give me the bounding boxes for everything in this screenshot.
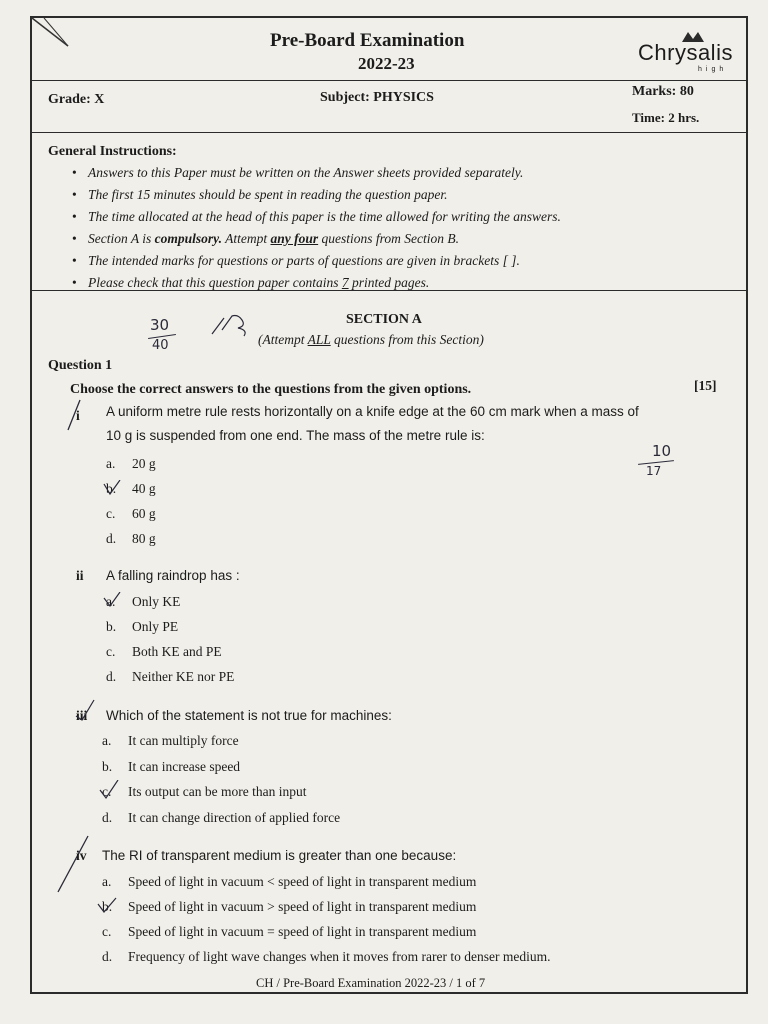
answer-tick-icon xyxy=(102,592,122,610)
page-footer: CH / Pre-Board Examination 2022-23 / 1 of 7 xyxy=(256,976,486,990)
option-b: b. It can increase speed xyxy=(102,759,241,774)
question-marks: [15] xyxy=(694,378,717,393)
subject-label: Subject: PHYSICS xyxy=(320,90,434,105)
instructions-divider xyxy=(32,290,746,291)
handwritten-scribble xyxy=(208,312,254,338)
option-b: b. 40 g xyxy=(106,481,156,496)
item-text: A falling raindrop has : xyxy=(106,568,240,583)
item-number: iii xyxy=(76,708,88,723)
instruction-item: • The time allocated at the head of this paper is the time allowed for writing the answers. xyxy=(72,206,561,228)
grade-label: Grade: X xyxy=(48,92,105,107)
item-text: Which of the statement is not true for machines: xyxy=(106,708,392,723)
instructions-heading: General Instructions: xyxy=(48,144,177,159)
exam-title: Pre-Board Examination xyxy=(270,30,465,51)
instruction-item: • The intended marks for questions or parts of questions are given in brackets [ ]. xyxy=(72,250,561,272)
info-divider xyxy=(32,132,746,133)
option-d: d. Frequency of light wave changes when it moves from rarer to denser medium. xyxy=(102,949,551,964)
school-logo xyxy=(638,30,738,76)
option-c: c. 60 g xyxy=(106,506,156,521)
option-a: a. Only KE xyxy=(106,594,181,609)
time-label: Time: 2 hrs. xyxy=(632,110,700,125)
instruction-item: • Answers to this Paper must be written on the Answer sheets provided separately. xyxy=(72,162,561,184)
instructions-list xyxy=(72,162,561,294)
item-text: The RI of transparent medium is greater than one because: xyxy=(102,848,457,863)
header-divider xyxy=(32,80,746,81)
option-d: d. It can change direction of applied force xyxy=(102,810,341,825)
option-c: c. Both KE and PE xyxy=(106,644,222,659)
exam-year: 2022-23 xyxy=(358,54,415,73)
instruction-item: • Please check that this question paper contains 7 printed pages. xyxy=(72,272,561,294)
option-c: c. Its output can be more than input xyxy=(102,784,307,799)
item-text: 10 g is suspended from one end. The mass of the metre rule is: xyxy=(106,428,485,443)
option-b: b. Only PE xyxy=(106,619,179,634)
fold-mark xyxy=(30,16,90,56)
question-prompt: Choose the correct answers to the questions from the given options. xyxy=(70,382,472,397)
item-number: iv xyxy=(76,848,87,863)
handwritten-score-bottom: 40 xyxy=(152,338,169,353)
handwritten-score-right-top: 10 xyxy=(652,442,672,460)
exam-page xyxy=(30,16,748,994)
answer-tick-icon xyxy=(98,780,120,800)
item-number: i xyxy=(76,408,80,423)
option-d: d. 80 g xyxy=(106,531,156,546)
instruction-item: • The first 15 minutes should be spent in reading the question paper. xyxy=(72,184,561,206)
item-text: A uniform metre rule rests horizontally on a knife edge at the 60 cm mark when a mass of xyxy=(106,404,639,419)
tick-mark xyxy=(64,398,84,432)
option-c: c. Speed of light in vacuum = speed of light in transparent medium xyxy=(102,924,477,939)
question-label: Question 1 xyxy=(48,358,113,373)
handwritten-score-right-bottom: 17 xyxy=(646,464,662,478)
answer-tick-icon xyxy=(102,480,122,498)
item-number: ii xyxy=(76,568,84,583)
section-title: SECTION A xyxy=(346,312,422,327)
logo-text: Chrysalis xyxy=(638,40,733,65)
section-subtitle: (Attempt ALL questions from this Section) xyxy=(258,332,484,347)
tick-mark xyxy=(72,698,98,722)
option-a: a. Speed of light in vacuum < speed of light in transparent medium xyxy=(102,874,477,889)
marks-label: Marks: 80 xyxy=(632,84,694,99)
handwritten-score-top: 30 xyxy=(150,316,170,334)
option-a: a. 20 g xyxy=(106,456,156,471)
logo-subtext: high xyxy=(698,66,728,73)
option-d: d. Neither KE nor PE xyxy=(106,669,235,684)
option-b: b. Speed of light in vacuum > speed of light in transparent medium xyxy=(102,899,477,914)
answer-tick-icon xyxy=(96,896,118,914)
instruction-item: • Section A is compulsory. Attempt any four questions from Section B. xyxy=(72,228,561,250)
option-a: a. It can multiply force xyxy=(102,733,239,748)
tick-mark xyxy=(52,834,92,894)
